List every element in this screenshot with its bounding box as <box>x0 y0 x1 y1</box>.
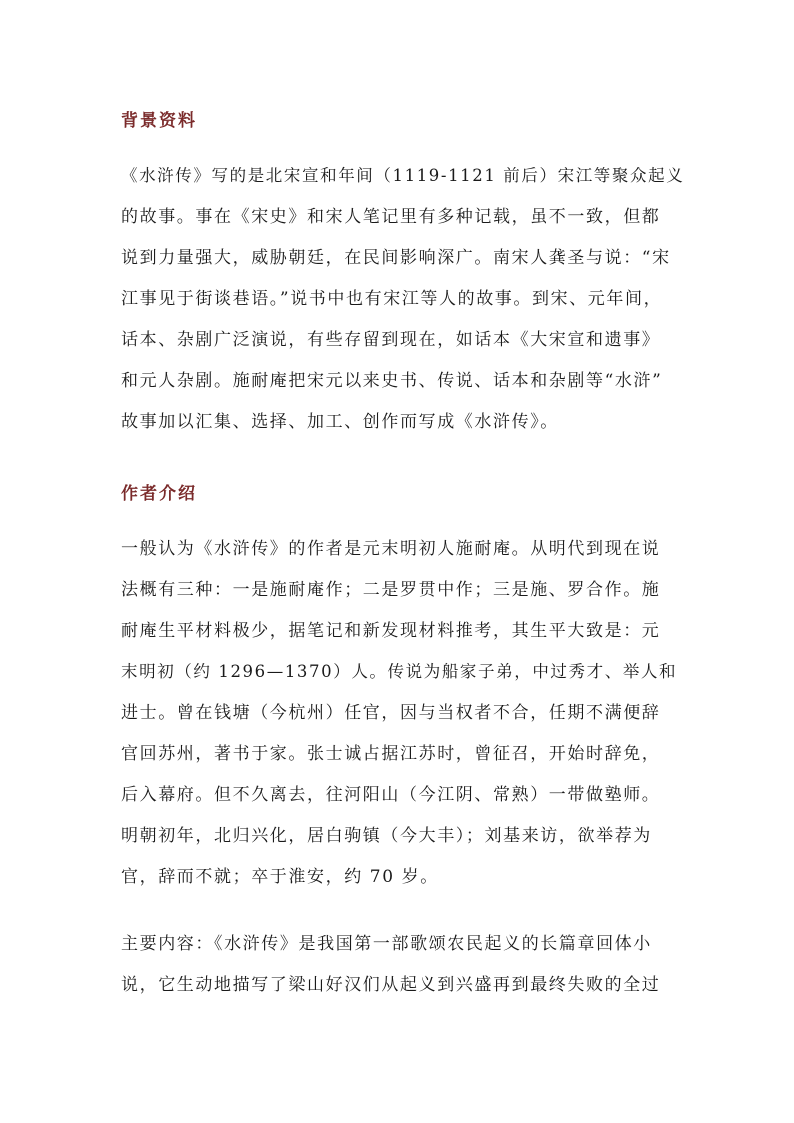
section-heading-background: 背景资料 <box>121 111 197 131</box>
paragraph-line: 话本、杂剧广泛演说，有些存留到现在，如话本《大宋宣和遗事》 <box>121 330 661 350</box>
paragraph-line: 官，辞而不就；卒于淮安，约 70 岁。 <box>121 867 439 887</box>
paragraph-line: 《水浒传》写的是北宋宣和年间（1119-1121 前后）宋江等聚众起义 <box>121 166 685 185</box>
section-heading-author: 作者介绍 <box>121 484 197 504</box>
paragraph-line: 明朝初年，北归兴化，居白驹镇（今大丰）；刘基来访，欲举荐为 <box>121 826 652 846</box>
paragraph-line: 故事加以汇集、选择、加工、创作而写成《水浒传》。 <box>121 412 559 432</box>
paragraph-line: 的故事。事在《宋史》和宋人笔记里有多种记载，虽不一致，但都 <box>121 207 661 227</box>
paragraph-line: 末明初（约 1296—1370）人。传说为船家子弟，中过秀才、举人和 <box>121 662 678 681</box>
paragraph-line: 江事见于街谈巷语。”说书中也有宋江等人的故事。到宋、元年间， <box>121 289 663 309</box>
paragraph-line: 进士。曾在钱塘（今杭州）任官，因与当权者不合，任期不满便辞 <box>121 703 661 723</box>
paragraph-line: 官回苏州，著书于家。张士诚占据江苏时，曾征召，开始时辞免， <box>121 744 661 764</box>
paragraph-line: 法概有三种：一是施耐庵作；二是罗贯中作；三是施、罗合作。施 <box>121 580 661 600</box>
paragraph-line: 说到力量强大，威胁朝廷，在民间影响深广。南宋人龚圣与说：“宋 <box>121 248 671 268</box>
paragraph-line: 和元人杂剧。施耐庵把宋元以来史书、传说、话本和杂剧等“水浒” <box>121 371 663 391</box>
paragraph-line: 说，它生动地描写了梁山好汉们从起义到兴盛再到最终失败的全过 <box>121 975 661 995</box>
paragraph-line: 一般认为《水浒传》的作者是元末明初人施耐庵。从明代到现在说 <box>121 539 661 559</box>
paragraph-line: 耐庵生平材料极少，据笔记和新发现材料推考，其生平大致是：元 <box>121 621 661 641</box>
paragraph-line: 后入幕府。但不久离去，往河阳山（今江阴、常熟）一带做塾师。 <box>121 785 661 805</box>
paragraph-line: 主要内容：《水浒传》是我国第一部歌颂农民起义的长篇章回体小 <box>121 934 652 954</box>
